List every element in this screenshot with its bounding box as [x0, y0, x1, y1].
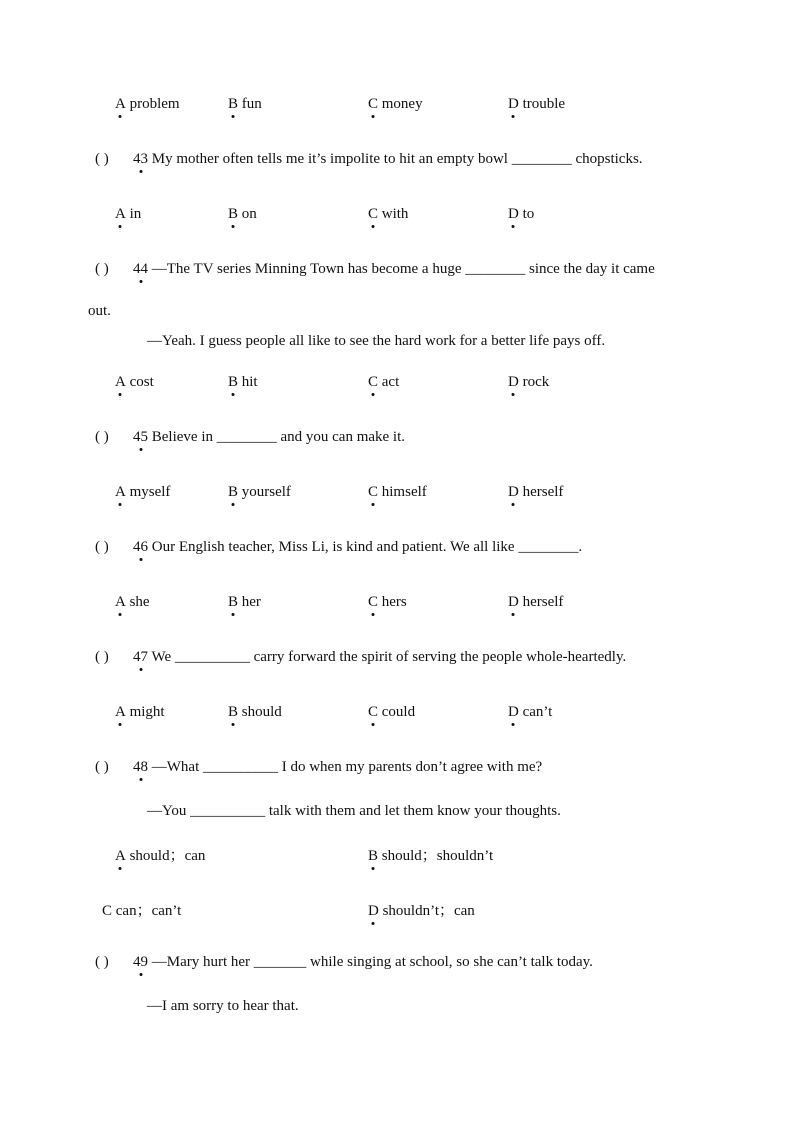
option-b: B hit: [228, 374, 258, 390]
option-a: A in: [115, 206, 142, 222]
option-d: D can’t: [508, 704, 553, 720]
question-text: Believe in ________ and you can make it.: [151, 429, 406, 445]
question-48: ( ) 48 —What __________ I do when my parents don’t agree with me?: [95, 759, 543, 775]
question-number: 47: [133, 649, 148, 665]
option-d: D herself: [508, 594, 564, 610]
option-b: B should: [228, 704, 282, 720]
option-c: C money: [368, 96, 423, 112]
question-49: ( ) 49 —Mary hurt her _______ while singing at school, so she can’t talk today.: [95, 954, 593, 970]
option-a: A cost: [115, 374, 154, 390]
option-a: A myself: [115, 484, 171, 500]
option-a: A she: [115, 594, 150, 610]
question-number: 49: [133, 954, 148, 970]
dialogue-reply: —I am sorry to hear that.: [147, 998, 299, 1014]
dialogue-reply: —You __________ talk with them and let them know your thoughts.: [147, 803, 561, 819]
question-text-continued: out.: [88, 303, 111, 319]
option-c: C act: [368, 374, 400, 390]
question-number: 46: [133, 539, 148, 555]
option-d: D rock: [508, 374, 550, 390]
question-number: 43: [133, 151, 148, 167]
option-b: B fun: [228, 96, 262, 112]
question-text: We __________ carry forward the spirit of serving the people whole-heartedly.: [151, 649, 627, 665]
question-number: 44: [133, 261, 148, 277]
question-text: —The TV series Minning Town has become a huge ________ since the day it came: [151, 261, 655, 277]
question-number: 45: [133, 429, 148, 445]
question-47: ( ) 47 We __________ carry forward the spirit of serving the people whole-heartedly.: [95, 649, 627, 665]
question-number: 48: [133, 759, 148, 775]
option-b: B should；shouldn’t: [368, 848, 494, 864]
question-45: ( ) 45 Believe in ________ and you can make it.: [95, 429, 406, 445]
option-c: C hers: [368, 594, 407, 610]
option-c: C with: [368, 206, 409, 222]
question-text: —What __________ I do when my parents don’t agree with me?: [151, 759, 543, 775]
option-b: B on: [228, 206, 257, 222]
option-a: A problem: [115, 96, 180, 112]
question-44: ( ) 44 —The TV series Minning Town has become a huge ________ since the day it came: [95, 261, 655, 277]
question-text: My mother often tells me it’s impolite to hit an empty bowl ________ chopsticks.: [151, 151, 643, 167]
dialogue-reply: —Yeah. I guess people all like to see the hard work for a better life pays off.: [147, 333, 606, 349]
option-d: D shouldn’t；can: [368, 903, 475, 919]
question-43: ( ) 43 My mother often tells me it’s impolite to hit an empty bowl ________ chopsticks.: [95, 151, 643, 167]
option-b: B yourself: [228, 484, 291, 500]
option-c: C could: [368, 704, 416, 720]
question-46: ( ) 46 Our English teacher, Miss Li, is kind and patient. We all like ________.: [95, 539, 583, 555]
option-d: D to: [508, 206, 535, 222]
option-a: A should；can: [115, 848, 206, 864]
option-a: A might: [115, 704, 165, 720]
option-c: C himself: [368, 484, 427, 500]
question-text: —Mary hurt her _______ while singing at school, so she can’t talk today.: [151, 954, 593, 970]
question-text: Our English teacher, Miss Li, is kind and patient. We all like ________.: [151, 539, 583, 555]
option-d: D herself: [508, 484, 564, 500]
option-b: B her: [228, 594, 261, 610]
option-c: C can；can’t: [102, 903, 182, 919]
option-d: D trouble: [508, 96, 566, 112]
